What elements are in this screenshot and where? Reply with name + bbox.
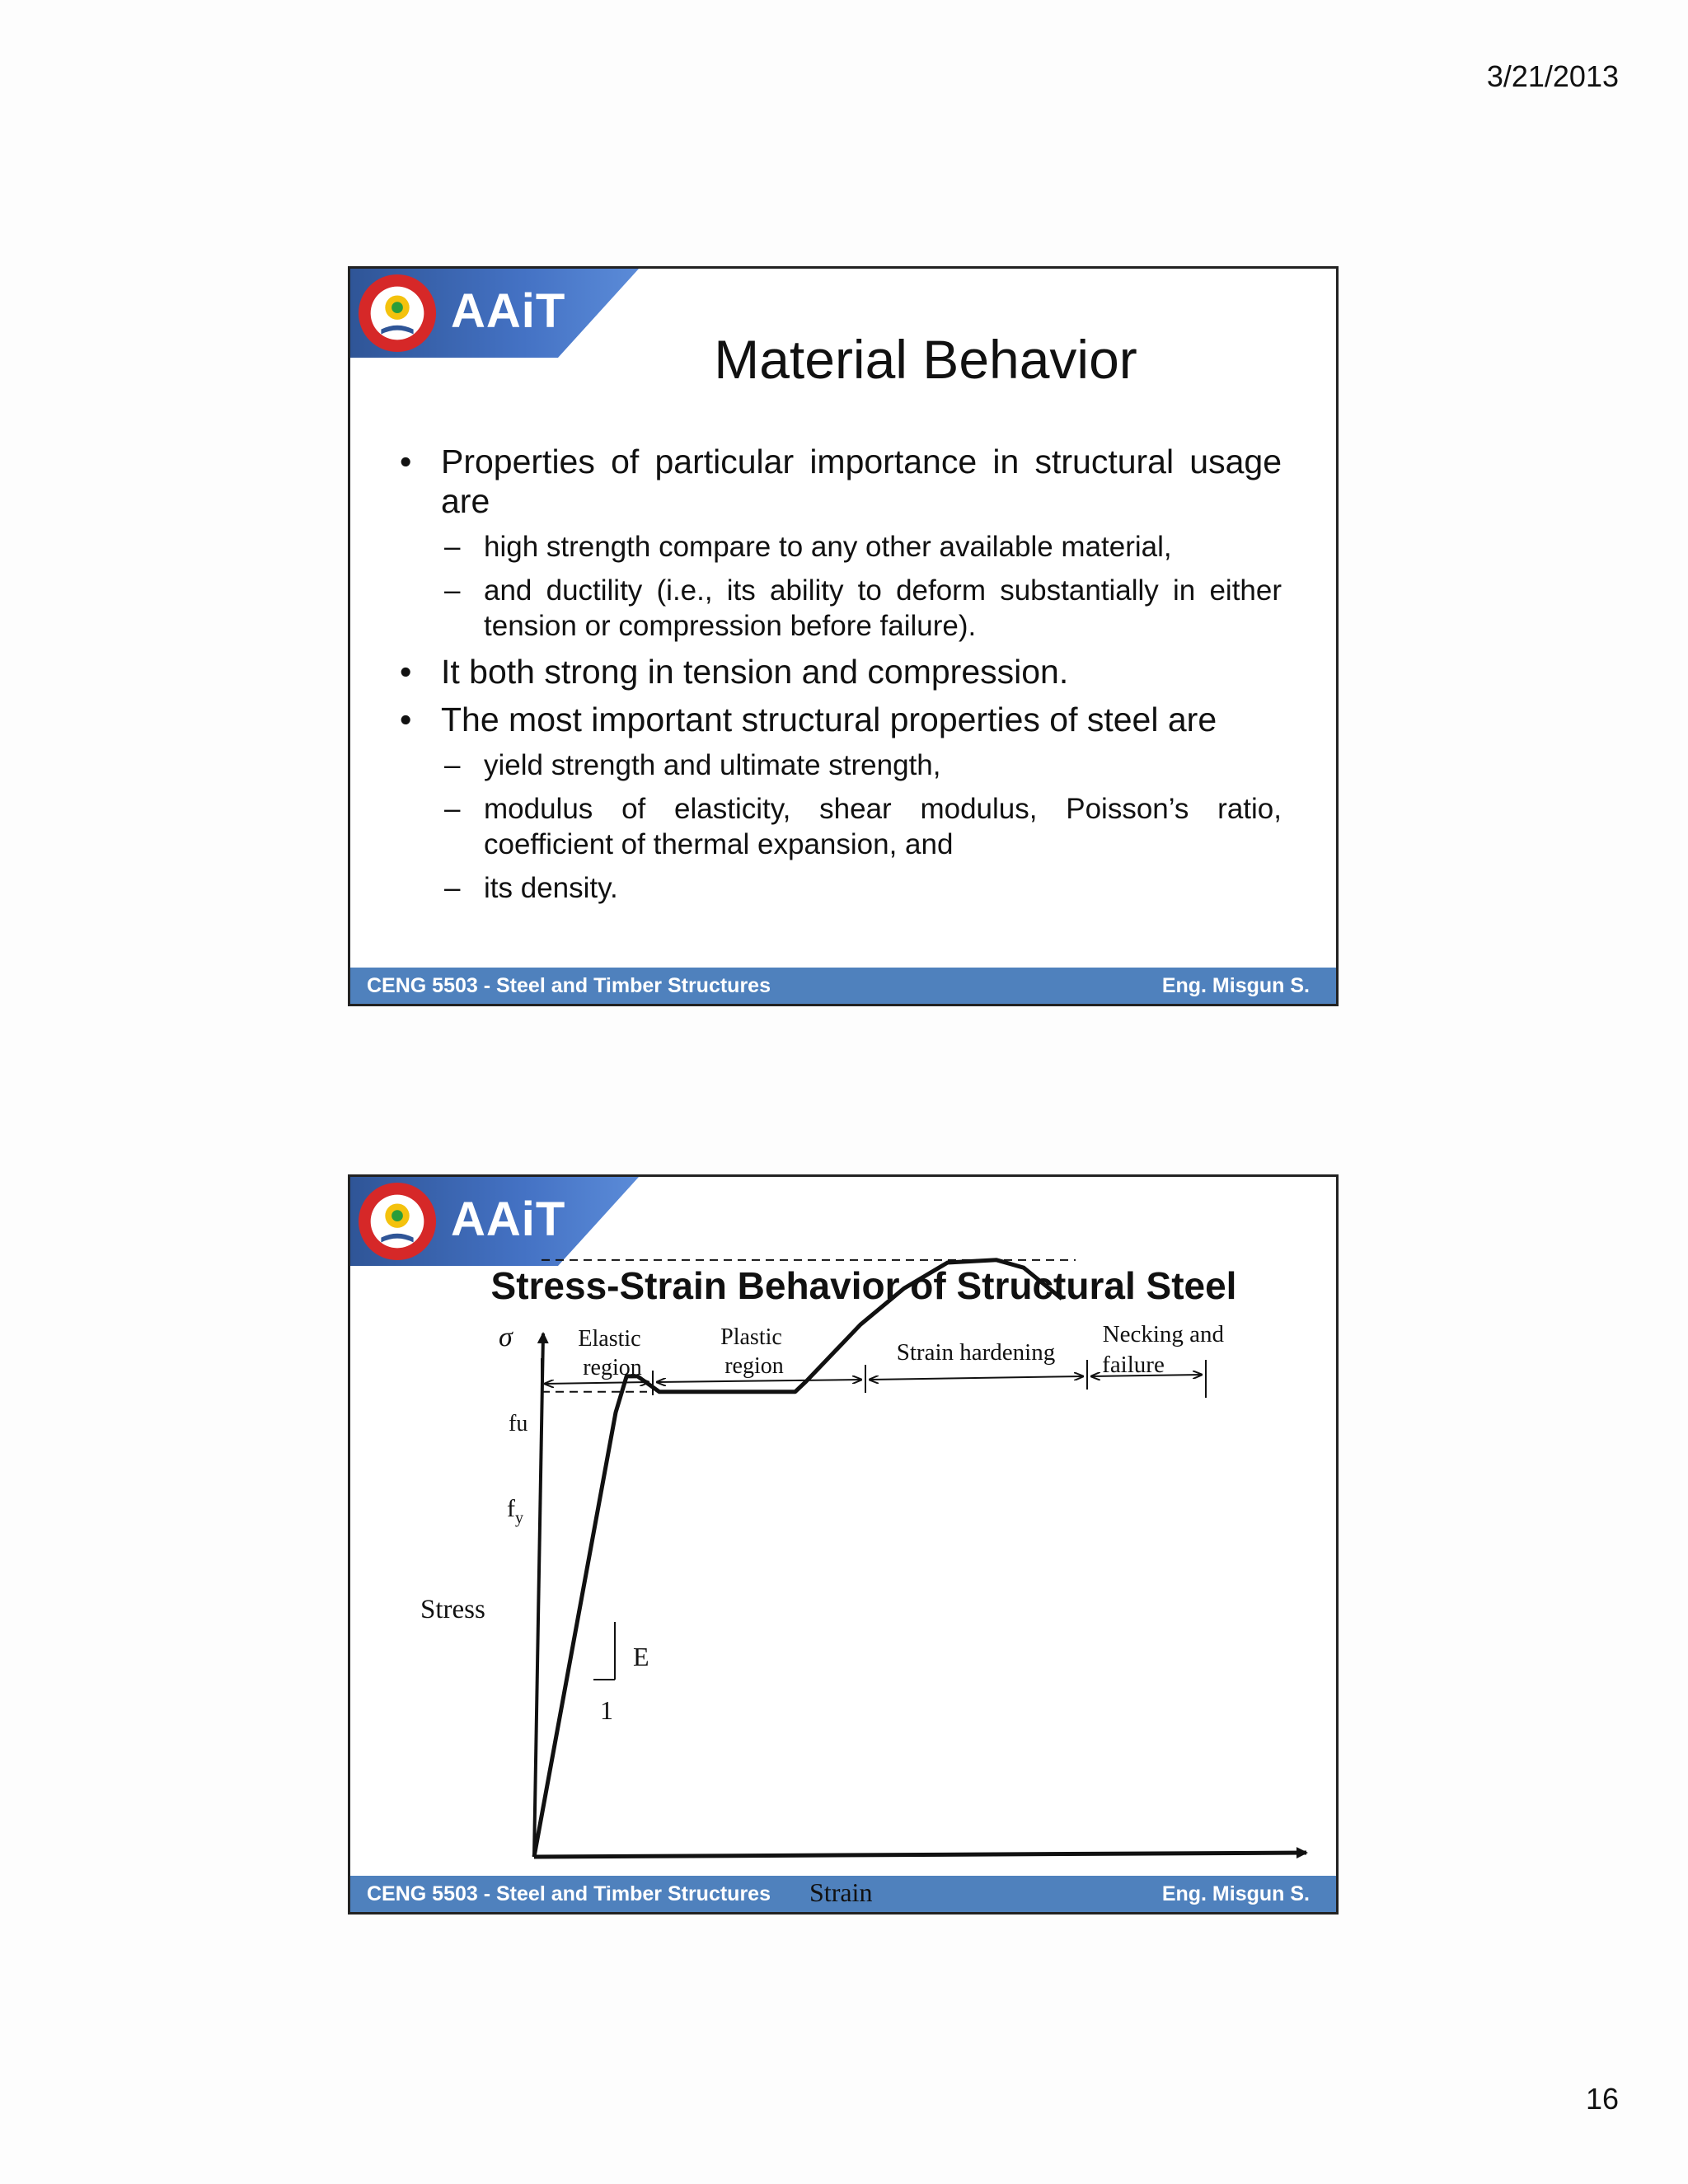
bullet-item: • Properties of particular importance in structural usage are — [400, 442, 1282, 521]
strain-hardening-arrow — [870, 1376, 1083, 1380]
necking-label — [1102, 1321, 1230, 1378]
footer-author: Eng. Misgun S. — [1161, 974, 1310, 997]
footer-course: CENG 5503 - Steel and Timber Structures — [367, 1882, 771, 1905]
slope-e-label: E — [633, 1642, 649, 1671]
slide-stress-strain — [348, 1174, 1339, 1915]
sub-bullet-item: – its density. — [400, 870, 1282, 906]
elastic-region-label — [578, 1326, 646, 1380]
region-text: region — [724, 1353, 784, 1379]
slide-title: Material Behavior — [714, 329, 1137, 390]
sigma-label: σ — [499, 1322, 513, 1352]
plastic-region-arrow — [657, 1380, 861, 1382]
y-axis — [534, 1333, 543, 1857]
fy-f: f — [507, 1495, 515, 1522]
region-text: failure — [1102, 1352, 1165, 1378]
strain-hardening-label: Strain hardening — [896, 1339, 1056, 1366]
plastic-region-label — [720, 1324, 788, 1379]
fy-label — [507, 1495, 523, 1527]
elastic-region-arrow — [545, 1382, 649, 1384]
x-axis — [534, 1853, 1306, 1857]
fy-sub: y — [515, 1509, 523, 1527]
bullet-item: • The most important structural properties of steel are — [400, 700, 1282, 739]
brand-name: AAiT — [451, 284, 566, 338]
slide-footer — [350, 1876, 1336, 1912]
slide-material-behavior — [348, 266, 1339, 1006]
region-text: Necking and — [1102, 1321, 1225, 1347]
slope-1-label: 1 — [600, 1695, 613, 1725]
bullet-item: • It both strong in tension and compression. — [400, 652, 1282, 691]
stress-strain-chart — [350, 1177, 1336, 1912]
stress-label: Stress — [420, 1595, 485, 1624]
sub-bullet-item: – modulus of elasticity, shear modulus, Poisson’s ratio, coefficient of thermal expansion, and — [400, 791, 1282, 862]
chart-title: Stress-Strain Behavior of Structural Steel — [490, 1264, 1237, 1307]
fu-label: fu — [509, 1411, 528, 1436]
brand-name: AAiT — [451, 1193, 566, 1246]
sub-bullet-item: – and ductility (i.e., its ability to deform substantially in either tension or compression before failure). — [400, 573, 1282, 644]
footer-course: CENG 5503 - Steel and Timber Structures — [367, 974, 771, 997]
region-text: Plastic — [720, 1324, 782, 1350]
bullet-list — [400, 442, 1282, 914]
strain-axis-label: Strain — [809, 1877, 873, 1907]
sub-bullet-item: – high strength compare to any other available material, — [400, 529, 1282, 565]
footer-author: Eng. Misgun S. — [1161, 1882, 1310, 1905]
sub-bullet-item: – yield strength and ultimate strength, — [400, 748, 1282, 783]
page-date: 3/21/2013 — [1486, 59, 1619, 93]
region-text: Elastic — [578, 1326, 641, 1352]
page-number: 16 — [1585, 2082, 1619, 2116]
slide-footer — [350, 968, 1336, 1004]
region-text: region — [583, 1355, 642, 1380]
